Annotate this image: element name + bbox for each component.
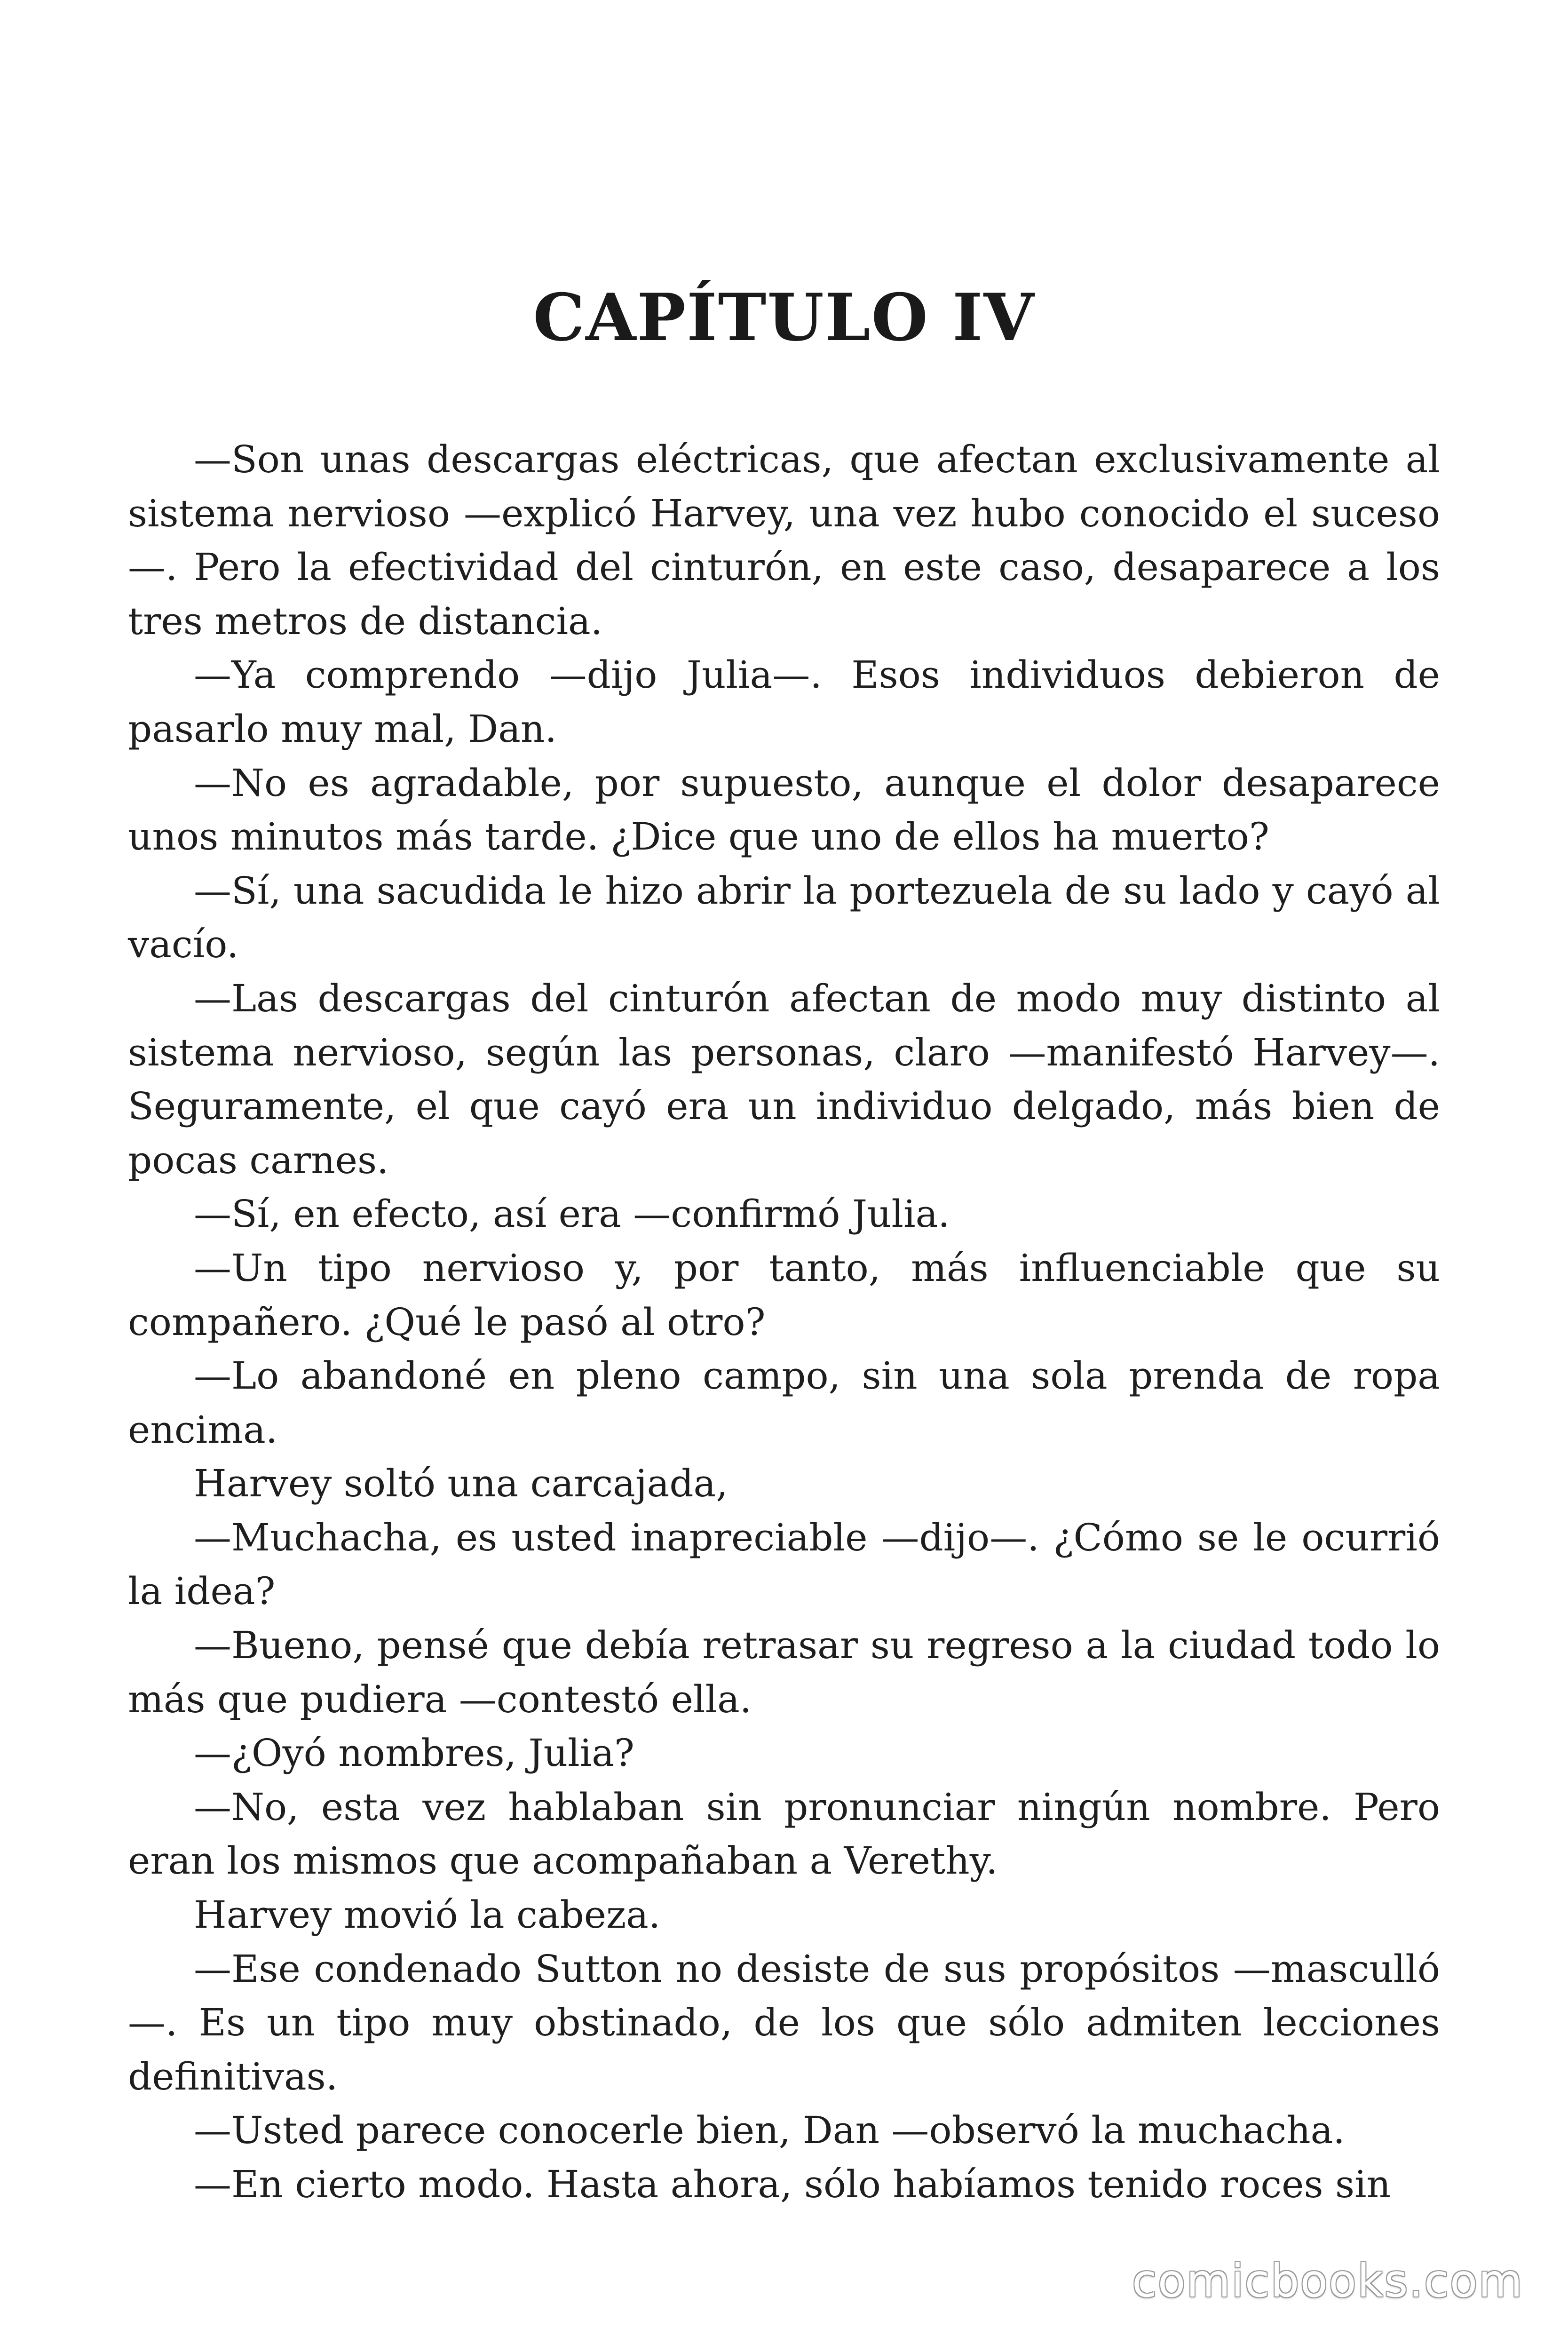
paragraph: —Sí, en efecto, así era —confirmó Julia. <box>194 1192 950 1236</box>
paragraph: —Lo abandoné en pleno campo, sin una sola prenda de ropa encima. <box>128 1354 1440 1452</box>
paragraph: —Usted parece conocerle bien, Dan —observó la muchacha. <box>194 2108 1345 2153</box>
paragraph: —Las descargas del cinturón afectan de modo muy distinto al sistema nervioso, según las personas, claro —manifestó Harvey—. Seguramente, el que cayó era un individuo delgado, más bien de pocas carnes. <box>128 976 1440 1182</box>
paragraph: Harvey soltó una carcajada, <box>194 1462 728 1506</box>
paragraph: —No, esta vez hablaban sin pronunciar ningún nombre. Pero eran los mismos que acompañaban a Verethy. <box>128 1785 1440 1883</box>
paragraph: —No es agradable, por supuesto, aunque el dolor desaparece unos minutos más tarde. ¿Dice que uno de ellos ha muerto? <box>128 761 1440 859</box>
paragraph: —Ya comprendo —dijo Julia—. Esos individuos debieron de pasarlo muy mal, Dan. <box>128 653 1440 751</box>
paragraph: —Son unas descargas eléctricas, que afectan exclusivamente al sistema nervioso —explicó Harvey, una vez hubo conocido el suceso —. Pero la efectividad del cinturón, en este caso, desaparece a los tres metros de distancia. <box>128 437 1440 643</box>
paragraph: —Bueno, pensé que debía retrasar su regreso a la ciudad todo lo más que pudiera —contestó ella. <box>128 1623 1440 1721</box>
paragraph: —Sí, una sacudida le hizo abrir la portezuela de su lado y cayó al vacío. <box>128 868 1440 967</box>
paragraph: —Muchacha, es usted inapreciable —dijo—. ¿Cómo se le ocurrió la idea? <box>128 1515 1440 1613</box>
paragraph: —Un tipo nervioso y, por tanto, más influenciable que su compañero. ¿Qué le pasó al otro? <box>128 1246 1440 1344</box>
chapter-title: CAPÍTULO IV <box>533 279 1035 356</box>
paragraph: —Ese condenado Sutton no desiste de sus propósitos —masculló —. Es un tipo muy obstinado, de los que sólo admiten lecciones definitivas. <box>128 1947 1440 2098</box>
paragraph: —¿Oyó nombres, Julia? <box>194 1731 634 1775</box>
body-text <box>128 433 1440 2212</box>
watermark: comicbooks.com <box>1132 2255 1523 2307</box>
paragraph: —En cierto modo. Hasta ahora, sólo habíamos tenido roces sin <box>194 2162 1391 2206</box>
paragraph: Harvey movió la cabeza. <box>194 1893 661 1937</box>
